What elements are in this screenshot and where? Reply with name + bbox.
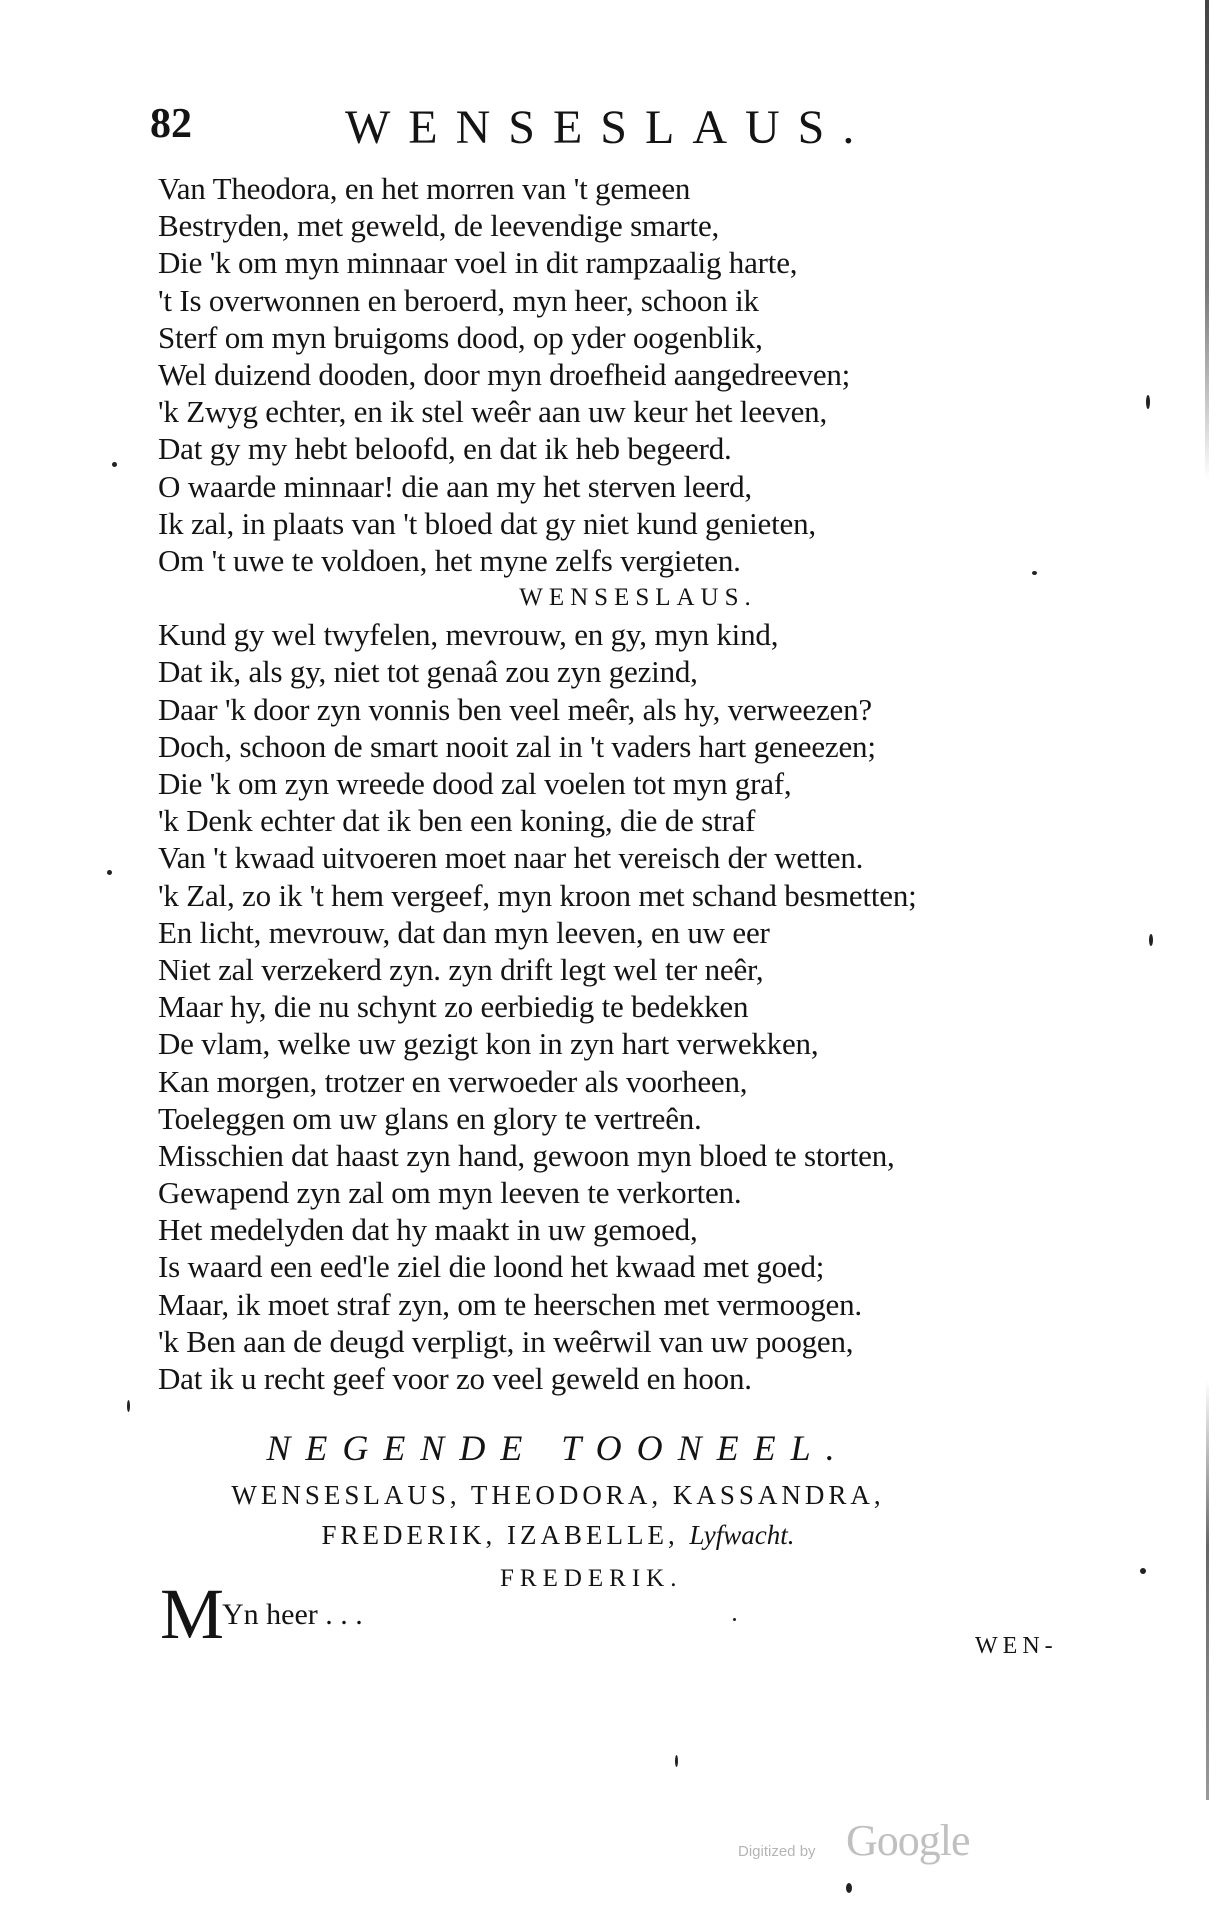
cast-list <box>158 1475 958 1555</box>
verse-line: Ik zal, in plaats van 't bloed dat gy niet kund genieten, <box>158 505 816 541</box>
verse-line: 'k Denk echter dat ik ben een koning, die de straf <box>158 803 756 839</box>
ink-speck <box>112 462 117 467</box>
running-head: WENSESLAUS. <box>345 101 873 154</box>
page-edge-shadow <box>1205 0 1209 480</box>
drop-cap: M <box>160 1574 225 1654</box>
cast-line-1: WENSESLAUS, THEODORA, KASSANDRA, <box>231 1480 885 1510</box>
verse-line: Dat ik, als gy, niet tot genaâ zou zyn gezind, <box>158 654 698 690</box>
verse-line: Kan morgen, trotzer en verwoeder als voorheen, <box>158 1063 748 1099</box>
google-logo: Google <box>846 1816 970 1865</box>
verse-line: Misschien dat haast zyn hand, gewoon myn bloed te storten, <box>158 1137 895 1173</box>
page-number: 82 <box>150 101 192 147</box>
ink-speck <box>1032 571 1037 575</box>
verse-line: 't Is overwonnen en beroerd, myn heer, schoon ik <box>158 282 759 318</box>
ink-speck <box>846 1883 852 1893</box>
verse-line: De vlam, welke uw gezigt kon in zyn hart verwekken, <box>158 1026 819 1062</box>
verse-line: Dat ik u recht geef voor zo veel geweld en hoon. <box>158 1361 752 1396</box>
verse-line: Van Theodora, en het morren van 't gemeen <box>158 171 691 206</box>
verse-line: Is waard een eed'le ziel die loond het kwaad met goed; <box>158 1249 825 1285</box>
page-edge-shadow-lower <box>1206 1380 1209 1800</box>
ink-speck <box>127 1400 130 1412</box>
verse-line: Maar hy, die nu schynt zo eerbiedig te bedekken <box>158 989 749 1025</box>
verse-line: 'k Zwyg echter, en ik stel weêr aan uw keur het leeven, <box>158 394 828 430</box>
verse-line: Maar, ik moet straf zyn, om te heerschen met vermoogen. <box>158 1286 862 1322</box>
ink-speck <box>1149 934 1153 946</box>
page-header <box>150 100 910 162</box>
ink-speck <box>1146 395 1150 409</box>
speaker-name: WENSESLAUS. <box>519 584 757 612</box>
watermark-prefix: Digitized by <box>738 1843 816 1860</box>
verse-line: Niet zal verzekerd zyn. zyn drift legt wel ter neêr, <box>158 951 764 987</box>
verse-line: Van 't kwaad uitvoeren moet naar het vereisch der wetten. <box>158 840 864 876</box>
ink-speck <box>1140 1568 1146 1574</box>
verse-block <box>158 170 1098 1397</box>
verse-line: O waarde minnaar! die aan my het sterven leerd, <box>158 468 752 504</box>
verse-line: Wel duizend dooden, door myn droefheid aangedreeven; <box>158 356 851 392</box>
verse-line: Bestryden, met geweld, de leevendige smarte, <box>158 208 720 244</box>
scene-title: NEGENDE TOONEEL. <box>266 1428 850 1468</box>
ink-speck <box>675 1755 678 1767</box>
ink-speck <box>733 1618 736 1621</box>
verse-line: Sterf om myn bruigoms dood, op yder oogenblik, <box>158 319 763 355</box>
cast-line-2-names: FREDERIK, IZABELLE, <box>321 1520 679 1550</box>
verse-line: 'k Zal, zo ik 't hem vergeef, myn kroon met schand besmetten; <box>158 877 917 913</box>
verse-line: Het medelyden dat hy maakt in uw gemoed, <box>158 1212 698 1248</box>
verse-line: 'k Ben aan de deugd verpligt, in weêrwil van uw poogen, <box>158 1323 854 1359</box>
verse-line: En licht, mevrouw, dat dan myn leeven, en uw eer <box>158 914 770 950</box>
verse-line: Kund gy wel twyfelen, mevrouw, en gy, myn kind, <box>158 617 779 653</box>
digitization-watermark <box>738 1815 1038 1865</box>
speaker-name-2: FREDERIK. <box>500 1565 683 1592</box>
catchword: WEN- <box>975 1633 1058 1659</box>
opening-line: Yn heer . . . <box>222 1598 363 1631</box>
verse-line: Die 'k om zyn wreede dood zal voelen tot myn graf, <box>158 766 792 801</box>
verse-line: Die 'k om myn minnaar voel in dit rampzaalig harte, <box>158 245 798 281</box>
verse-line: Daar 'k door zyn vonnis ben veel meêr, als hy, verweezen? <box>158 691 872 727</box>
verse-line: Gewapend zyn zal om myn leeven te verkorten. <box>158 1175 742 1211</box>
verse-line: Dat gy my hebt beloofd, en dat ik heb begeerd. <box>158 431 732 467</box>
cast-line-2-italic: Lyfwacht. <box>689 1520 795 1550</box>
verse-line: Toeleggen om uw glans en glory te vertreên. <box>158 1100 702 1136</box>
ink-speck <box>107 870 112 875</box>
cast-line-2 <box>158 1515 958 1555</box>
verse-line: Om 't uwe te voldoen, het myne zelfs vergieten. <box>158 542 741 578</box>
verse-line: Doch, schoon de smart nooit zal in 't vaders hart geneezen; <box>158 728 876 764</box>
